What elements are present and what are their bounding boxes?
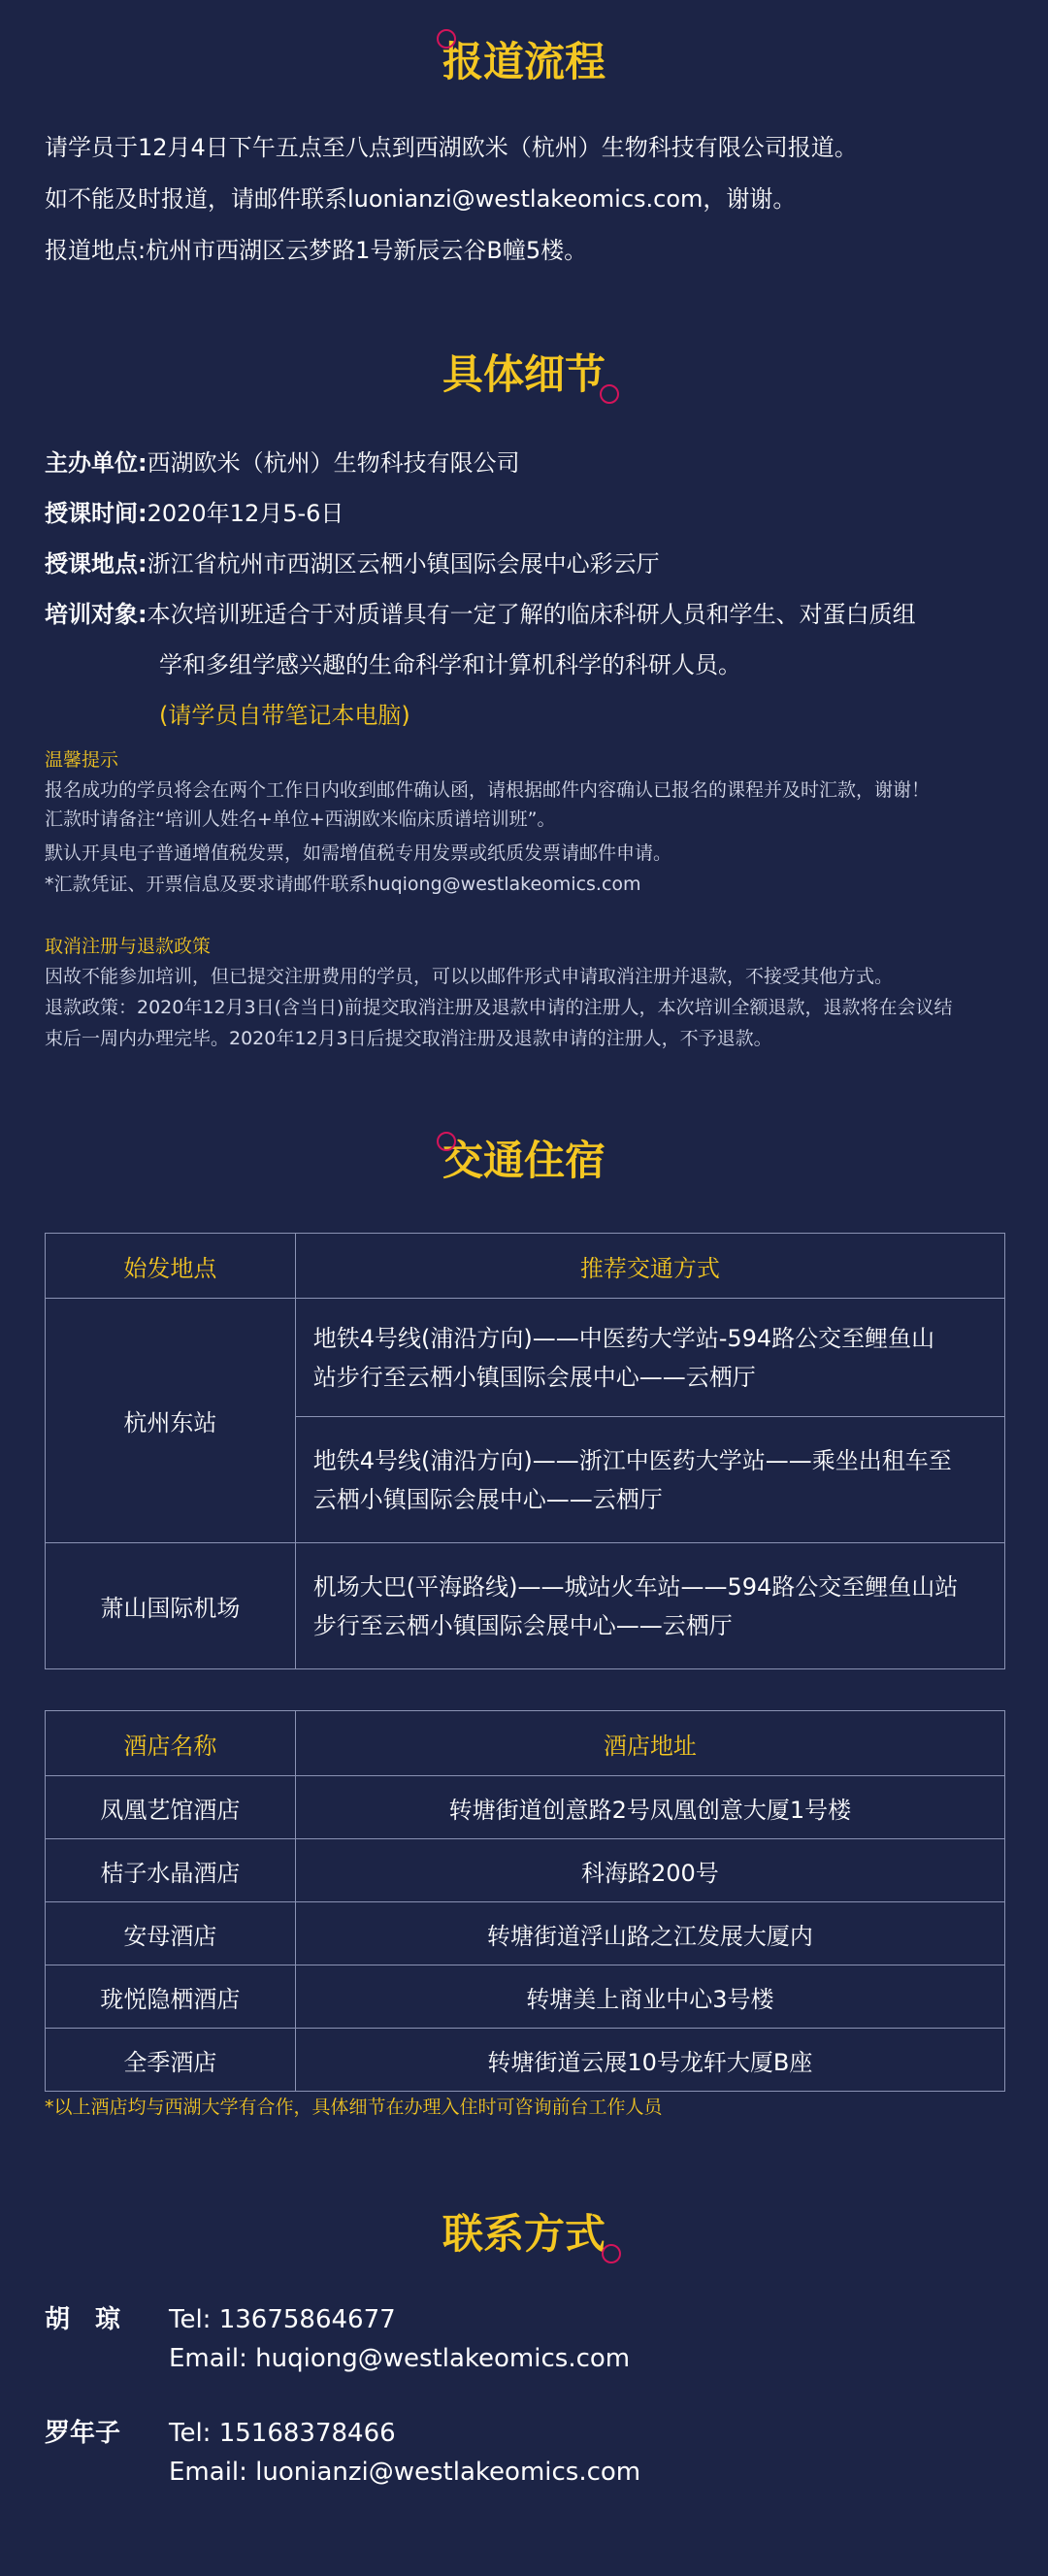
decorative-circle-icon (437, 29, 456, 49)
route-cell: 地铁4号线(浦沿方向)——中医药大学站-594路公交至鲤鱼山 站步行至云栖小镇国际会展中心——云栖厅 (295, 1299, 1004, 1417)
refund-title: 取消注册与退款政策 (45, 936, 212, 957)
details-organizer: 主办单位:西湖欧米（杭州）生物科技有限公司 (45, 449, 520, 477)
hotel-name: 安母酒店 (46, 1902, 296, 1965)
report-section-title (0, 35, 1048, 89)
tips-line-4: *汇款凭证、开票信息及要求请邮件联系huqiong@westlakeomics.com (45, 874, 641, 895)
tips-line-3: 默认开具电子普通增值税发票，如需增值税专用发票或纸质发票请邮件申请。 (45, 842, 672, 864)
route-cell: 地铁4号线(浦沿方向)——浙江中医药大学站——乘坐出租车至 云栖小镇国际会展中心——云栖厅 (295, 1417, 1004, 1543)
transport-header-row (46, 1234, 1005, 1299)
laptop-note: (请学员自带笔记本电脑) (159, 702, 410, 729)
details-title-text: 具体细节 (442, 350, 606, 398)
tips-line-1: 报名成功的学员将会在两个工作日内收到邮件确认函，请根据邮件内容确认已报名的课程并及时汇款，谢谢！ (45, 779, 931, 801)
hotel-table (45, 1710, 1005, 2092)
details-location: 授课地点:浙江省杭州市西湖区云栖小镇国际会展中心彩云厅 (45, 550, 660, 578)
hotel-name: 全季酒店 (46, 2029, 296, 2092)
details-section-title (0, 347, 1048, 402)
refund-line-3: 束后一周内办理完毕。2020年12月3日后提交取消注册及退款申请的注册人，不予退款。 (45, 1028, 772, 1049)
hotel-address: 科海路200号 (295, 1839, 1004, 1902)
header-origin: 始发地点 (46, 1234, 296, 1299)
report-title-text: 报道流程 (442, 38, 606, 85)
table-row (46, 1902, 1005, 1965)
report-line-1: 请学员于12月4日下午五点至八点到西湖欧米（杭州）生物科技有限公司报道。 (45, 134, 858, 161)
hotel-name: 珑悦隐栖酒店 (46, 1965, 296, 2029)
header-route: 推荐交通方式 (295, 1234, 1004, 1299)
hotel-address: 转塘街道创意路2号凤凰创意大厦1号楼 (295, 1776, 1004, 1839)
details-time: 授课时间:2020年12月5-6日 (45, 500, 344, 527)
refund-line-1: 因故不能参加培训，但已提交注册费用的学员，可以以邮件形式申请取消注册并退款，不接受其他方式。 (45, 966, 894, 987)
header-hotel-address: 酒店地址 (295, 1711, 1004, 1776)
hotel-note: *以上酒店均与西湖大学有合作，具体细节在办理入住时可咨询前台工作人员 (45, 2097, 663, 2118)
table-row (46, 2029, 1005, 2092)
details-target: 培训对象:本次培训班适合于对质谱具有一定了解的临床科研人员和学生、对蛋白质组 (45, 601, 916, 628)
transport-table (45, 1233, 1005, 1669)
hotel-address: 转塘美上商业中心3号楼 (295, 1965, 1004, 2029)
contact-name: 胡 琼 (45, 2305, 121, 2334)
origin-cell: 萧山国际机场 (46, 1543, 296, 1669)
report-line-2: 如不能及时报道，请邮件联系luonianzi@westlakeomics.com，谢谢。 (45, 185, 797, 213)
contact-tel[interactable]: Tel: 13675864677 (169, 2305, 396, 2334)
hotel-name: 凤凰艺馆酒店 (46, 1776, 296, 1839)
header-hotel-name: 酒店名称 (46, 1711, 296, 1776)
transport-section-title (0, 1134, 1048, 1188)
table-row (46, 1299, 1005, 1417)
hotel-header-row (46, 1711, 1005, 1776)
contact-email[interactable]: Email: huqiong@westlakeomics.com (169, 2344, 631, 2373)
origin-cell: 杭州东站 (46, 1299, 296, 1543)
table-row (46, 1965, 1005, 2029)
tips-line-2: 汇款时请备注“培训人姓名+单位+西湖欧米临床质谱培训班”。 (45, 809, 556, 830)
hotel-name: 桔子水晶酒店 (46, 1839, 296, 1902)
decorative-circle-icon (437, 1132, 456, 1151)
contact-name: 罗年子 (45, 2419, 121, 2448)
refund-line-2: 退款政策：2020年12月3日(含当日)前提交取消注册及退款申请的注册人，本次培训全额退款，退款将在会议结 (45, 997, 953, 1018)
contact-title-text: 联系方式 (442, 2210, 606, 2258)
route-cell: 机场大巴(平海路线)——城站火车站——594路公交至鲤鱼山站 步行至云栖小镇国际会展中心——云栖厅 (295, 1543, 1004, 1669)
hotel-address: 转塘街道浮山路之江发展大厦内 (295, 1902, 1004, 1965)
hotel-address: 转塘街道云展10号龙轩大厦B座 (295, 2029, 1004, 2092)
decorative-circle-icon (602, 2244, 621, 2263)
table-row (46, 1839, 1005, 1902)
details-target-cont: 学和多组学感兴趣的生命科学和计算机科学的科研人员。 (159, 651, 741, 678)
table-row (46, 1776, 1005, 1839)
decorative-circle-icon (600, 384, 619, 404)
report-line-3: 报道地点:杭州市西湖区云梦路1号新辰云谷B幢5楼。 (45, 237, 588, 264)
table-row (46, 1543, 1005, 1669)
contact-tel[interactable]: Tel: 15168378466 (169, 2419, 396, 2448)
contact-email[interactable]: Email: luonianzi@westlakeomics.com (169, 2458, 641, 2487)
tips-title: 温馨提示 (45, 749, 119, 771)
transport-title-text: 交通住宿 (442, 1137, 606, 1184)
contact-section-title (0, 2207, 1048, 2262)
